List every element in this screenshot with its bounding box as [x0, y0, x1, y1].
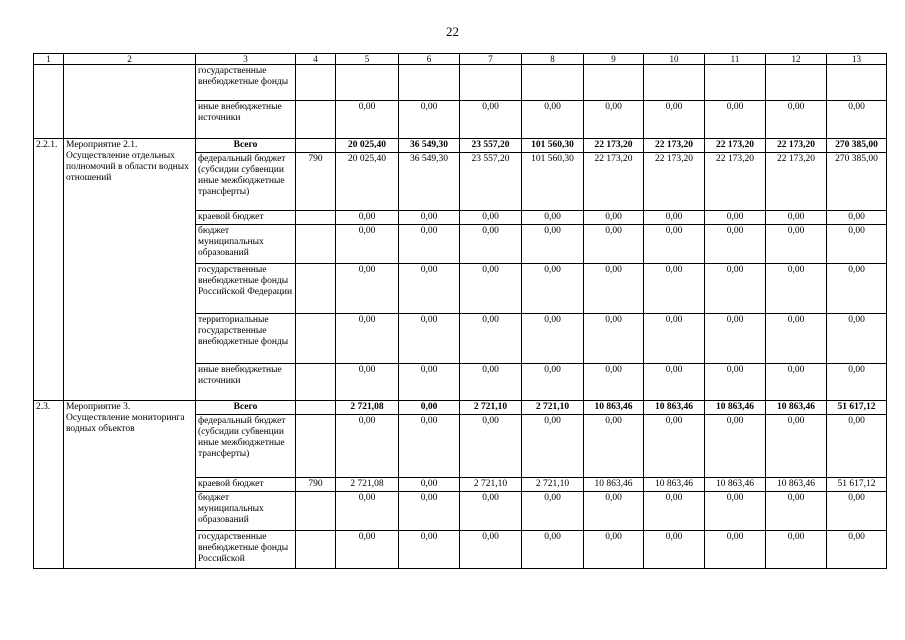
measure-name — [64, 65, 196, 139]
budget-code — [296, 401, 336, 415]
amount-cell: 0,00 — [705, 314, 766, 364]
amount-cell: 10 863,46 — [644, 478, 705, 492]
funding-source: федеральный бюджет (субсидии субвенции иные межбюджетные трансферты) — [196, 153, 296, 211]
amount-cell: 0,00 — [827, 225, 887, 264]
amount-cell — [644, 65, 705, 101]
column-number: 10 — [644, 54, 705, 65]
amount-cell: 10 863,46 — [584, 401, 644, 415]
amount-cell: 0,00 — [522, 264, 584, 314]
amount-cell: 0,00 — [766, 211, 827, 225]
amount-cell: 10 863,46 — [766, 478, 827, 492]
amount-cell: 0,00 — [460, 415, 522, 478]
amount-cell: 0,00 — [766, 415, 827, 478]
amount-cell — [766, 65, 827, 101]
budget-code — [296, 139, 336, 153]
measure-number — [34, 65, 64, 139]
budget-code — [296, 264, 336, 314]
budget-code — [296, 492, 336, 531]
amount-cell: 51 617,12 — [827, 478, 887, 492]
measure-number: 2.2.1. — [34, 139, 64, 401]
amount-cell: 2 721,08 — [336, 478, 399, 492]
amount-cell: 270 385,00 — [827, 139, 887, 153]
amount-cell: 0,00 — [644, 101, 705, 139]
measure-name: Мероприятие 3. Осуществление мониторинга водных объектов — [64, 401, 196, 569]
amount-cell — [584, 65, 644, 101]
amount-cell: 0,00 — [522, 314, 584, 364]
amount-cell: 22 173,20 — [766, 153, 827, 211]
amount-cell: 0,00 — [522, 101, 584, 139]
amount-cell: 0,00 — [644, 364, 705, 401]
amount-cell: 10 863,46 — [766, 401, 827, 415]
amount-cell: 0,00 — [399, 314, 460, 364]
amount-cell: 22 173,20 — [584, 153, 644, 211]
amount-cell: 0,00 — [522, 492, 584, 531]
measure-name: Мероприятие 2.1. Осуществление отдельных полномочий в области водных отношений — [64, 139, 196, 401]
budget-table — [33, 53, 887, 569]
funding-source: территориальные государственные внебюджетные фонды — [196, 314, 296, 364]
column-number: 1 — [34, 54, 64, 65]
amount-cell: 0,00 — [336, 314, 399, 364]
amount-cell: 0,00 — [399, 264, 460, 314]
amount-cell: 0,00 — [399, 401, 460, 415]
amount-cell: 2 721,10 — [522, 401, 584, 415]
amount-cell: 270 385,00 — [827, 153, 887, 211]
amount-cell — [827, 65, 887, 101]
amount-cell: 0,00 — [522, 364, 584, 401]
amount-cell — [705, 65, 766, 101]
amount-cell: 0,00 — [336, 264, 399, 314]
table-row — [34, 139, 887, 153]
amount-cell: 0,00 — [399, 101, 460, 139]
amount-cell: 0,00 — [399, 415, 460, 478]
column-number: 11 — [705, 54, 766, 65]
amount-cell: 0,00 — [399, 478, 460, 492]
amount-cell: 0,00 — [644, 225, 705, 264]
column-number: 7 — [460, 54, 522, 65]
funding-source: государственные внебюджетные фонды Российской Федерации — [196, 264, 296, 314]
amount-cell: 0,00 — [766, 225, 827, 264]
amount-cell: 0,00 — [766, 314, 827, 364]
amount-cell: 0,00 — [644, 264, 705, 314]
amount-cell: 0,00 — [522, 225, 584, 264]
amount-cell: 0,00 — [584, 225, 644, 264]
amount-cell: 0,00 — [460, 531, 522, 569]
amount-cell: 0,00 — [336, 415, 399, 478]
amount-cell: 2 721,10 — [460, 401, 522, 415]
column-number-row — [34, 54, 887, 65]
table-body — [34, 54, 887, 569]
funding-source: иные внебюджетные источники — [196, 364, 296, 401]
amount-cell: 101 560,30 — [522, 139, 584, 153]
amount-cell: 0,00 — [644, 314, 705, 364]
funding-source: бюджет муниципальных образований — [196, 225, 296, 264]
amount-cell: 0,00 — [460, 264, 522, 314]
funding-source: Всего — [196, 401, 296, 415]
amount-cell: 0,00 — [584, 264, 644, 314]
amount-cell: 0,00 — [584, 492, 644, 531]
column-number: 9 — [584, 54, 644, 65]
measure-number: 2.3. — [34, 401, 64, 569]
amount-cell: 0,00 — [827, 314, 887, 364]
amount-cell: 22 173,20 — [766, 139, 827, 153]
budget-code: 790 — [296, 153, 336, 211]
amount-cell — [336, 65, 399, 101]
amount-cell: 0,00 — [644, 211, 705, 225]
amount-cell: 23 557,20 — [460, 139, 522, 153]
budget-code: 790 — [296, 478, 336, 492]
funding-source: бюджет муниципальных образований — [196, 492, 296, 531]
amount-cell: 0,00 — [584, 364, 644, 401]
page-number: 22 — [446, 24, 459, 39]
amount-cell: 10 863,46 — [705, 401, 766, 415]
amount-cell: 0,00 — [584, 101, 644, 139]
column-number: 12 — [766, 54, 827, 65]
amount-cell: 0,00 — [399, 364, 460, 401]
amount-cell: 22 173,20 — [584, 139, 644, 153]
funding-source: иные внебюджетные источники — [196, 101, 296, 139]
amount-cell: 0,00 — [644, 492, 705, 531]
amount-cell: 0,00 — [460, 211, 522, 225]
budget-code — [296, 225, 336, 264]
amount-cell: 0,00 — [827, 531, 887, 569]
funding-source: Всего — [196, 139, 296, 153]
amount-cell: 2 721,10 — [460, 478, 522, 492]
amount-cell: 0,00 — [705, 264, 766, 314]
amount-cell: 0,00 — [336, 531, 399, 569]
budget-code — [296, 314, 336, 364]
amount-cell: 0,00 — [766, 101, 827, 139]
funding-source: государственные внебюджетные фонды — [196, 65, 296, 101]
amount-cell: 2 721,08 — [336, 401, 399, 415]
amount-cell: 22 173,20 — [644, 153, 705, 211]
amount-cell: 20 025,40 — [336, 139, 399, 153]
budget-code — [296, 211, 336, 225]
amount-cell — [460, 65, 522, 101]
amount-cell: 0,00 — [584, 314, 644, 364]
funding-source: краевой бюджет — [196, 478, 296, 492]
column-number: 3 — [196, 54, 296, 65]
amount-cell: 0,00 — [827, 492, 887, 531]
budget-code — [296, 101, 336, 139]
amount-cell: 23 557,20 — [460, 153, 522, 211]
amount-cell: 36 549,30 — [399, 139, 460, 153]
amount-cell — [399, 65, 460, 101]
amount-cell: 0,00 — [584, 531, 644, 569]
amount-cell: 0,00 — [766, 492, 827, 531]
amount-cell: 0,00 — [460, 492, 522, 531]
funding-source: краевой бюджет — [196, 211, 296, 225]
amount-cell: 0,00 — [399, 225, 460, 264]
amount-cell: 0,00 — [705, 492, 766, 531]
amount-cell: 10 863,46 — [584, 478, 644, 492]
amount-cell: 0,00 — [399, 492, 460, 531]
amount-cell — [522, 65, 584, 101]
amount-cell: 0,00 — [522, 531, 584, 569]
amount-cell: 0,00 — [584, 211, 644, 225]
column-number: 5 — [336, 54, 399, 65]
amount-cell: 0,00 — [522, 211, 584, 225]
budget-code — [296, 65, 336, 101]
amount-cell: 0,00 — [766, 531, 827, 569]
amount-cell: 0,00 — [644, 531, 705, 569]
table-row — [34, 65, 887, 101]
amount-cell: 0,00 — [399, 211, 460, 225]
funding-source: федеральный бюджет (субсидии субвенции иные межбюджетные трансферты) — [196, 415, 296, 478]
amount-cell: 0,00 — [827, 101, 887, 139]
amount-cell: 0,00 — [827, 264, 887, 314]
amount-cell: 0,00 — [705, 211, 766, 225]
budget-code — [296, 415, 336, 478]
amount-cell: 0,00 — [827, 211, 887, 225]
amount-cell: 0,00 — [522, 415, 584, 478]
amount-cell: 0,00 — [336, 364, 399, 401]
amount-cell: 0,00 — [705, 531, 766, 569]
amount-cell: 0,00 — [705, 415, 766, 478]
column-number: 8 — [522, 54, 584, 65]
amount-cell: 101 560,30 — [522, 153, 584, 211]
table-row — [34, 401, 887, 415]
amount-cell: 0,00 — [827, 364, 887, 401]
amount-cell: 10 863,46 — [705, 478, 766, 492]
amount-cell: 2 721,10 — [522, 478, 584, 492]
amount-cell: 0,00 — [766, 264, 827, 314]
funding-source: государственные внебюджетные фонды Российской — [196, 531, 296, 569]
amount-cell: 0,00 — [460, 101, 522, 139]
amount-cell: 0,00 — [705, 101, 766, 139]
amount-cell: 0,00 — [336, 211, 399, 225]
amount-cell: 0,00 — [705, 364, 766, 401]
amount-cell: 22 173,20 — [705, 153, 766, 211]
amount-cell: 0,00 — [460, 364, 522, 401]
amount-cell: 10 863,46 — [644, 401, 705, 415]
amount-cell: 22 173,20 — [644, 139, 705, 153]
amount-cell: 20 025,40 — [336, 153, 399, 211]
amount-cell: 51 617,12 — [827, 401, 887, 415]
amount-cell: 22 173,20 — [705, 139, 766, 153]
column-number: 2 — [64, 54, 196, 65]
amount-cell: 0,00 — [644, 415, 705, 478]
amount-cell: 0,00 — [336, 225, 399, 264]
amount-cell: 0,00 — [336, 101, 399, 139]
amount-cell: 36 549,30 — [399, 153, 460, 211]
amount-cell: 0,00 — [460, 225, 522, 264]
amount-cell: 0,00 — [399, 531, 460, 569]
amount-cell: 0,00 — [460, 314, 522, 364]
amount-cell: 0,00 — [336, 492, 399, 531]
column-number: 6 — [399, 54, 460, 65]
column-number: 13 — [827, 54, 887, 65]
amount-cell: 0,00 — [766, 364, 827, 401]
amount-cell: 0,00 — [827, 415, 887, 478]
amount-cell: 0,00 — [584, 415, 644, 478]
budget-code — [296, 364, 336, 401]
amount-cell: 0,00 — [705, 225, 766, 264]
column-number: 4 — [296, 54, 336, 65]
budget-code — [296, 531, 336, 569]
